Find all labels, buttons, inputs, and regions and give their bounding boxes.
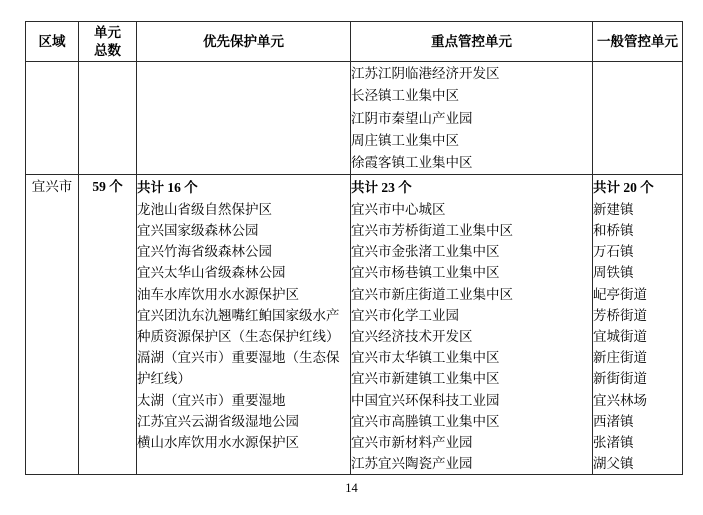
unit-item: 宜兴市杨巷镇工业集中区 [351, 265, 500, 281]
unit-item: 宜兴太华山省级森林公园 [137, 265, 286, 281]
zoning-units-table [25, 21, 683, 475]
unit-item: 中国宜兴环保科技工业园 [351, 392, 500, 408]
header-cell-region [26, 22, 79, 62]
total-cell [79, 62, 137, 175]
header-cell-priority [137, 22, 351, 62]
unit-item: 宜兴市新建镇工业集中区 [351, 371, 500, 387]
unit-item: 新庄街道 [593, 350, 647, 366]
header-total-label: 单元总数 [94, 24, 121, 58]
unit-item: 宜兴经济技术开发区 [351, 328, 473, 344]
general-units-cell [593, 175, 683, 475]
unit-item: 宜城街道 [593, 328, 647, 344]
unit-item: 油车水库饮用水水源保护区 [137, 286, 299, 302]
unit-item: 宜兴市太华镇工业集中区 [351, 350, 500, 366]
unit-count-summary: 共计 23 个 [351, 180, 412, 196]
header-cell-key [351, 22, 593, 62]
unit-item: 宜兴竹海省级森林公园 [137, 244, 272, 260]
unit-item: 滆湖（宜兴市）重要湿地（生态保护红线） [137, 350, 340, 387]
unit-item: 横山水库饮用水水源保护区 [137, 434, 299, 450]
unit-item: 江苏宜兴陶瓷产业园 [351, 456, 473, 472]
unit-item: 西渚镇 [593, 413, 634, 429]
priority-units-cell [137, 175, 351, 475]
unit-item: 宜兴林场 [593, 392, 647, 408]
header-region-label: 区域 [38, 33, 66, 49]
unit-count-summary: 共计 20 个 [593, 180, 654, 196]
unit-item: 张渚镇 [593, 434, 634, 450]
region-cell: 宜兴市 [26, 175, 79, 475]
unit-item: 江阴市秦望山产业园 [351, 110, 473, 126]
table-row-continued [26, 62, 683, 175]
unit-item: 龙池山省级自然保护区 [137, 201, 272, 217]
general-units-list [593, 199, 682, 475]
unit-item: 宜兴市金张渚工业集中区 [351, 244, 500, 260]
key-units-cell [351, 62, 593, 175]
table-row-yixing [26, 175, 683, 475]
unit-item: 宜兴市高塍镇工业集中区 [351, 413, 500, 429]
unit-item: 宜兴市新庄街道工业集中区 [351, 286, 513, 302]
priority-units-list [137, 199, 350, 453]
unit-item: 和桥镇 [593, 222, 634, 238]
unit-item: 宜兴市新材料产业园 [351, 434, 473, 450]
header-row [26, 22, 683, 62]
unit-item: 江苏江阴临港经济开发区 [351, 66, 500, 81]
unit-item: 宜兴团氿东氿翘嘴红鲌国家级水产种质资源保护区（生态保护红线） [137, 307, 340, 344]
page-number: 14 [345, 481, 358, 495]
unit-item: 徐霞客镇工业集中区 [351, 155, 473, 171]
unit-item: 万石镇 [593, 244, 634, 260]
key-units-cell [351, 175, 593, 475]
general-units-cell [593, 62, 683, 175]
unit-item: 宜兴市芳桥街道工业集中区 [351, 222, 513, 238]
unit-item: 江苏宜兴云湖省级湿地公园 [137, 413, 299, 429]
unit-item: 芳桥街道 [593, 307, 647, 323]
key-units-list [351, 199, 592, 475]
unit-item: 长泾镇工业集中区 [351, 88, 459, 104]
key-units-list [351, 63, 592, 174]
header-cell-general [593, 22, 683, 62]
unit-item: 宜兴国家级森林公园 [137, 222, 259, 238]
priority-units-cell [137, 62, 351, 175]
region-cell [26, 62, 79, 175]
unit-item: 太湖（宜兴市）重要湿地 [137, 392, 286, 408]
unit-item: 宜兴市化学工业园 [351, 307, 459, 323]
unit-item: 湖父镇 [593, 456, 634, 472]
unit-item: 周庄镇工业集中区 [351, 132, 459, 148]
total-cell: 59 个 [79, 175, 137, 475]
unit-item: 新建镇 [593, 201, 634, 217]
unit-count-summary: 共计 16 个 [137, 180, 198, 196]
header-priority-label: 优先保护单元 [203, 33, 284, 49]
unit-item: 宜兴市中心城区 [351, 201, 446, 217]
header-cell-total [79, 22, 137, 62]
unit-item: 屺亭街道 [593, 286, 647, 302]
header-key-label: 重点管控单元 [431, 33, 512, 49]
header-general-label: 一般管控单元 [597, 33, 678, 49]
unit-item: 周铁镇 [593, 265, 634, 281]
unit-item: 新街街道 [593, 371, 647, 387]
